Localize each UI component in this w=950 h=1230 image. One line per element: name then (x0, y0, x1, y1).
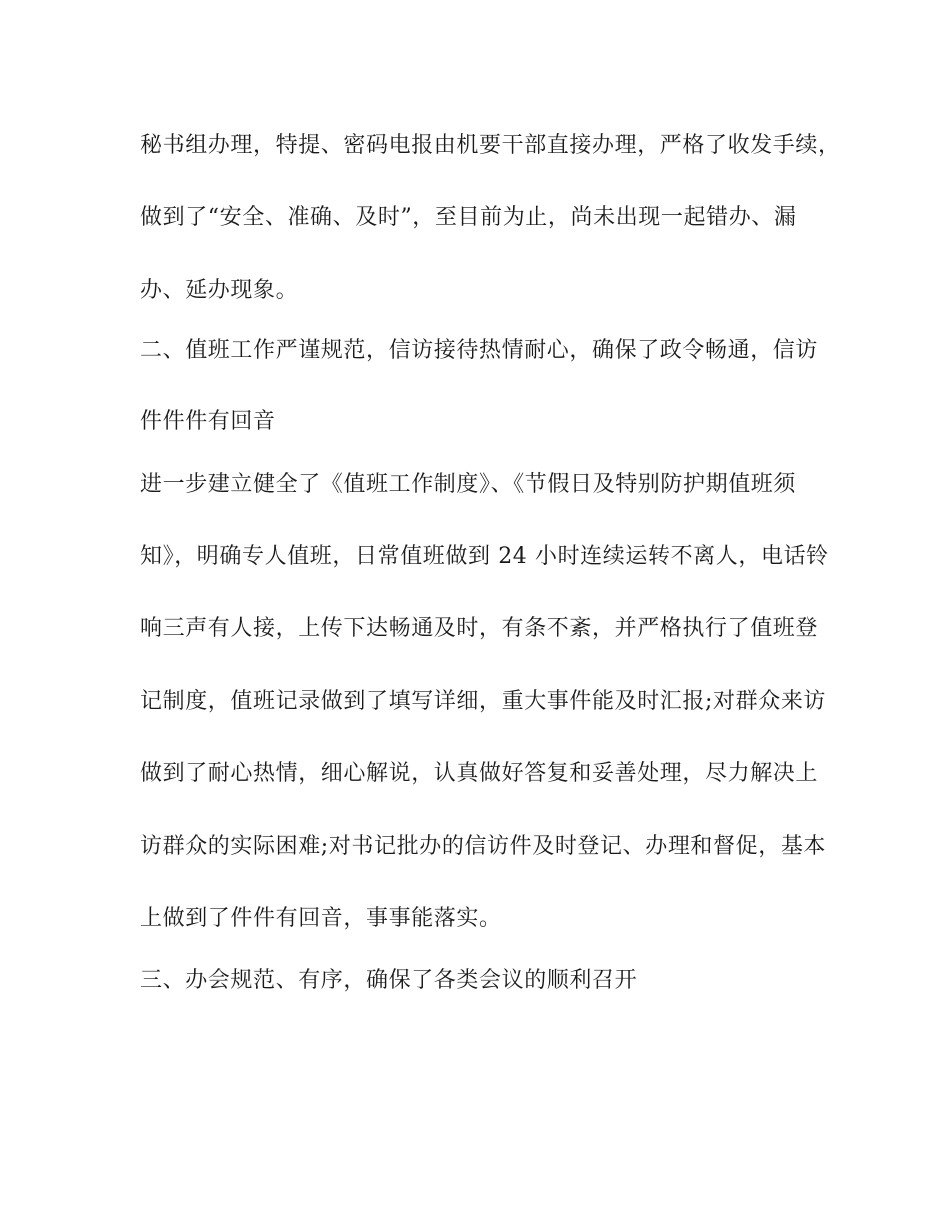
body-text-line: 做到了“安全、准确、及时”，至目前为止，尚未出现一起错办、漏 (140, 205, 797, 230)
body-text-line: 记制度，值班记录做到了填写详细，重大事件能及时汇报;对群众来访 (140, 689, 827, 714)
body-text-line: 访群众的实际困难;对书记批办的信访件及时登记、办理和督促，基本 (140, 834, 827, 859)
body-text-line: 进一步建立健全了《值班工作制度》、《节假日及特别防护期值班须 (140, 472, 797, 497)
body-text-line: 响三声有人接，上传下达畅通及时，有条不紊，并严格执行了值班登 (140, 616, 819, 641)
section-heading-2-cont: 件件件有回音 (140, 409, 276, 434)
section-heading-2: 二、值班工作严谨规范，信访接待热情耐心，确保了政令畅通，信访 (140, 338, 819, 363)
body-text-line: 上做到了件件有回音，事事能落实。 (140, 906, 502, 931)
body-text-line: 知》，明确专人值班，日常值班做到 24 小时连续运转不离人，电话铃 (140, 544, 829, 569)
section-heading-3: 三、办会规范、有序，确保了各类会议的顺利召开 (140, 968, 638, 993)
body-text-line: 办、延办现象。 (140, 278, 299, 303)
body-text-line: 做到了耐心热情，细心解说，认真做好答复和妥善处理，尽力解决上 (140, 761, 819, 786)
body-text-line: 秘书组办理，特提、密码电报由机要干部直接办理，严格了收发手续， (140, 133, 841, 158)
